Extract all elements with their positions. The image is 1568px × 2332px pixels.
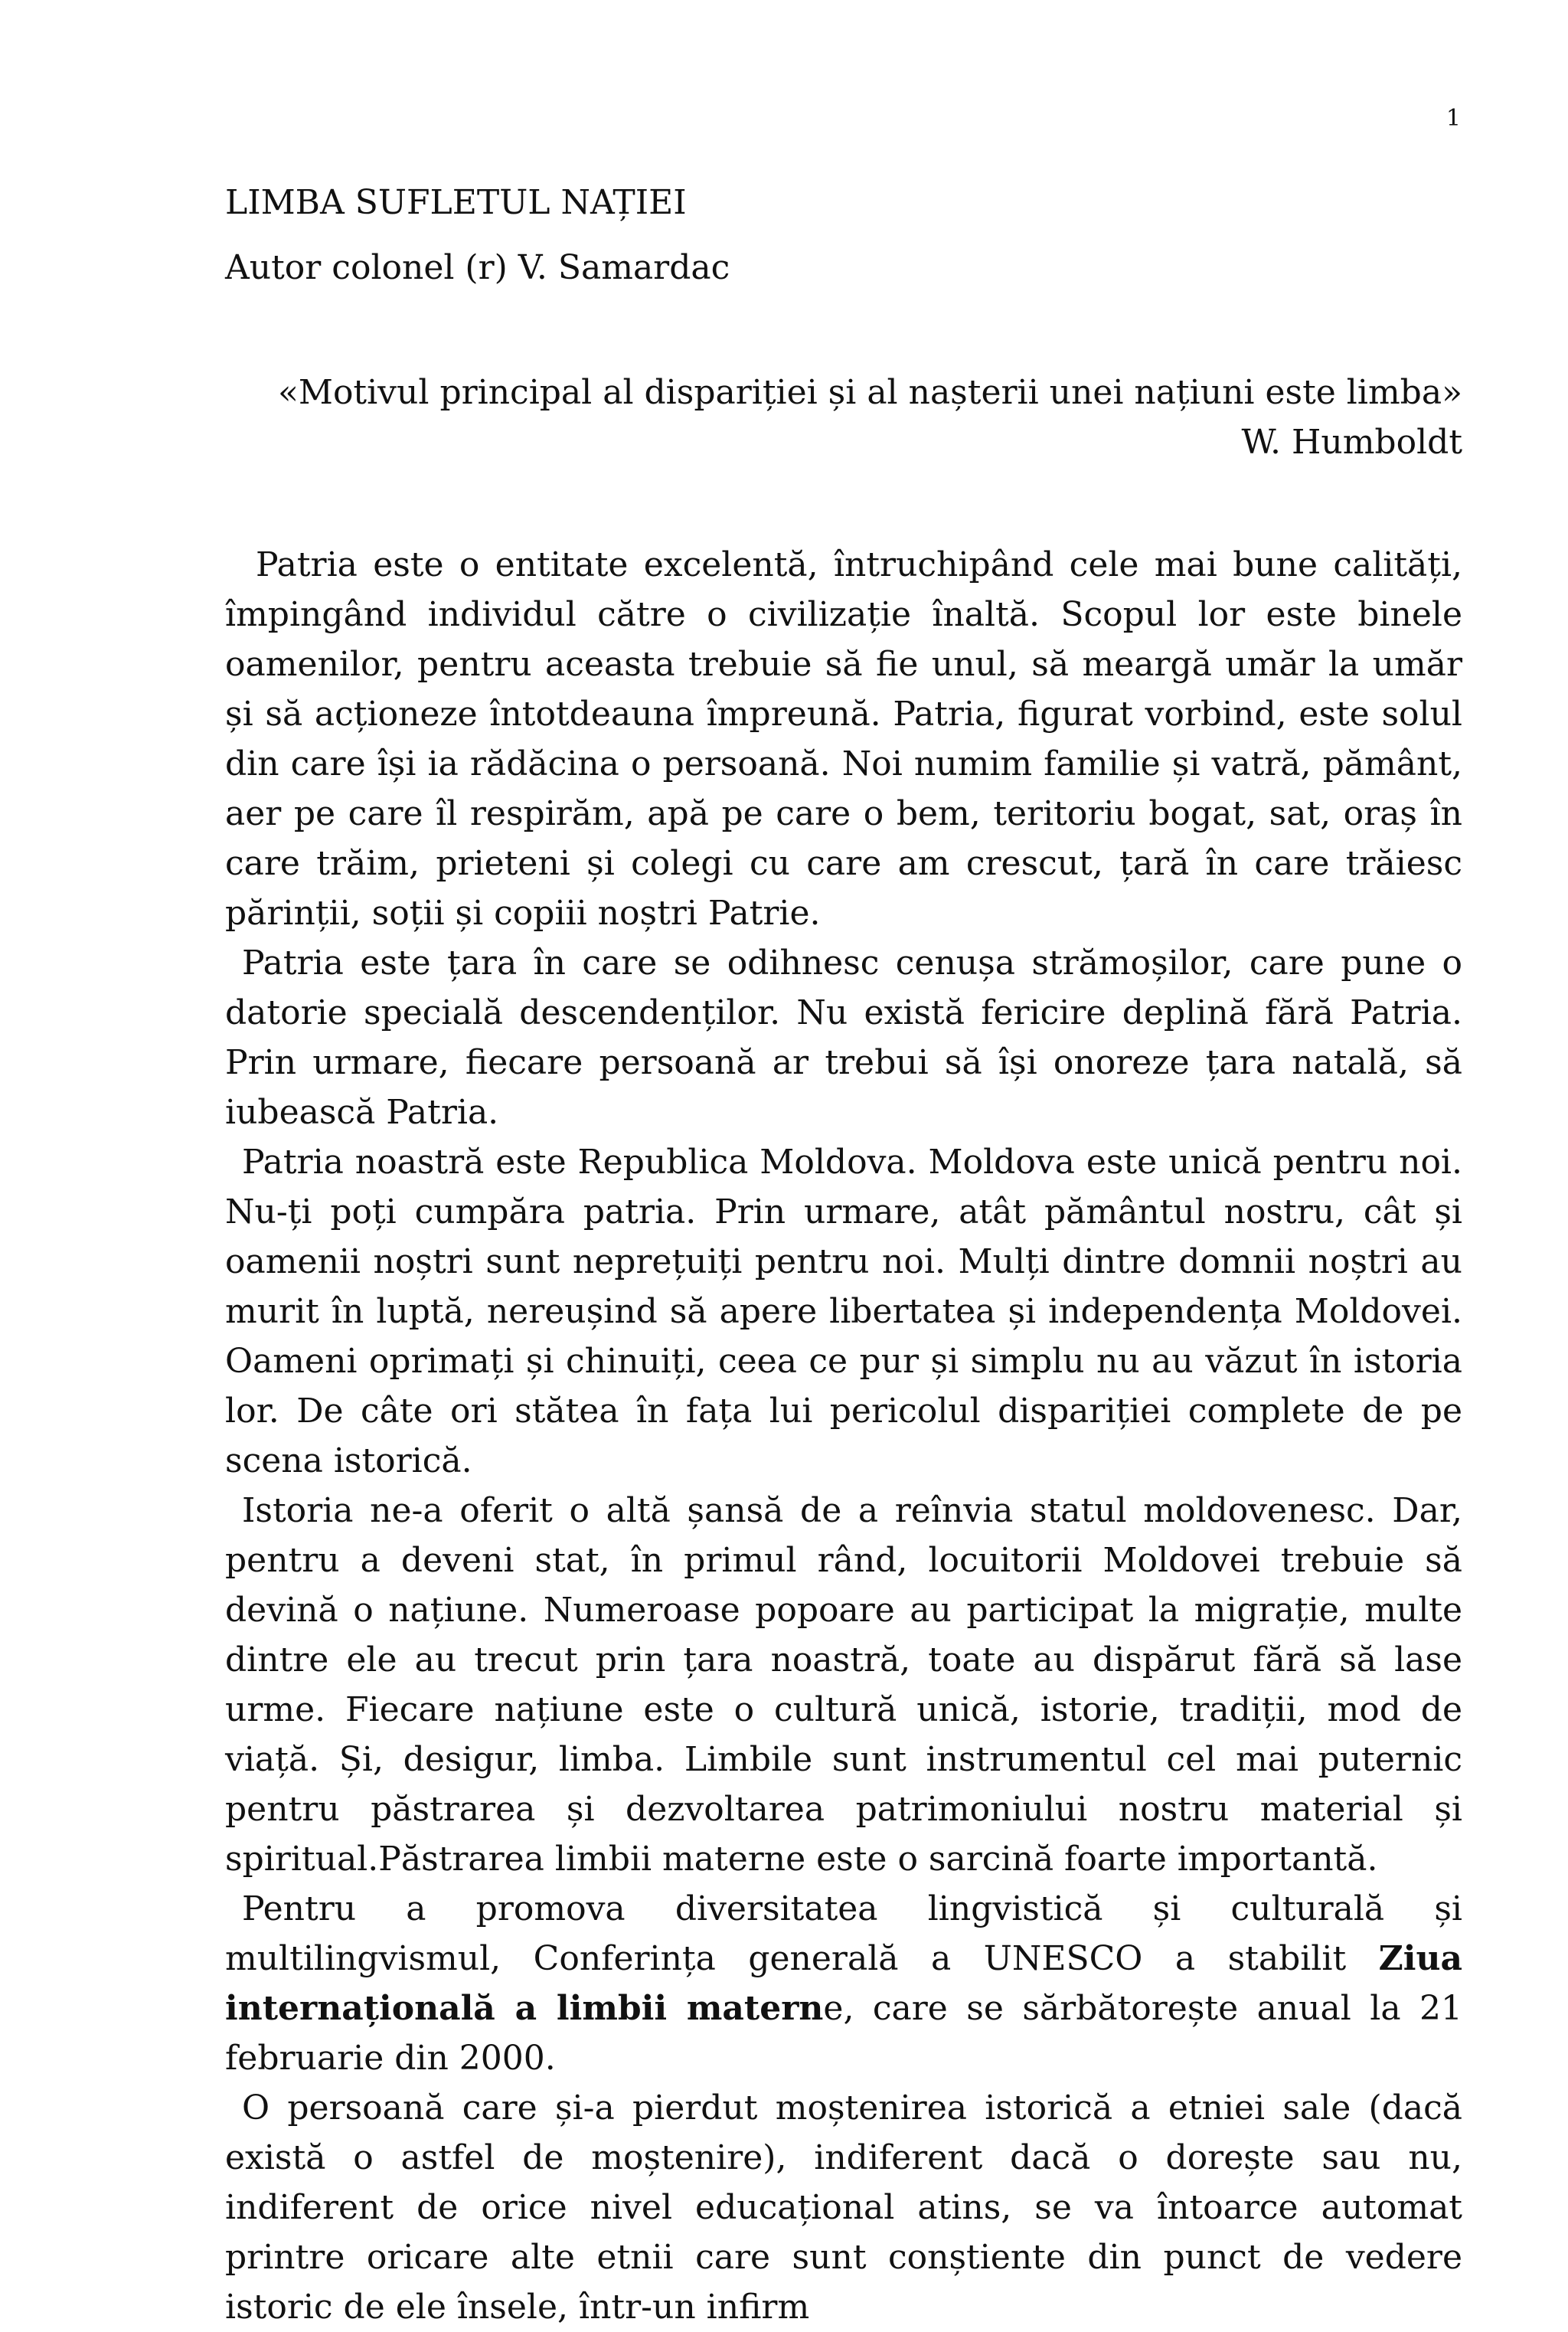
paragraph: O persoană care și-a pierdut moștenirea istorică a etniei sale (dacă există o astfel de moștenire), indiferent dacă o dorește sau nu, indiferent de orice nivel educațional atins, se va întoarce automat printre oricare alte etnii care sunt conștiente din punct de vedere istoric de ele însele, într-un infirm bbox=[225, 2088, 1462, 2327]
page-number: 1 bbox=[1446, 105, 1461, 132]
paragraph: Patria noastră este Republica Moldova. Moldova este unică pentru noi. Nu-ți poți cumpăra patria. Prin urmare, atât pământul nostru, cât și oamenii noștri sunt neprețuiți pentru noi. Mulți dintre domnii noștri au murit în luptă, nereușind să apere libertatea și independența Moldovei. Oameni oprimați și chinuiți, ceea ce pur și simplu nu au văzut în istoria lor. De câte ori stătea în fața lui pericolul dispariției complete de pe scena istorică. bbox=[225, 1143, 1462, 1480]
document-author: Autor colonel (r) V. Samardac bbox=[225, 248, 730, 287]
paragraph: Patria este o entitate excelentă, întruchipând cele mai bune calități, împingând individul către o civilizație înaltă. Scopul lor este binele oamenilor, pentru aceasta trebuie să fie unul, să meargă umăr la umăr și să acționeze întotdeauna împreună. Patria, figurat vorbind, este solul din care își ia rădăcina o persoană. Noi numim familie și vatră, pământ, aer pe care îl respirăm, apă pe care o bem, teritoriu bogat, sat, oraș în care trăim, prieteni și colegi cu care am crescut, țară în care trăiesc părinții, soții și copiii noștri Patrie. bbox=[225, 545, 1462, 933]
bold-term: Ziua internațională a limbii matern bbox=[225, 1939, 1462, 2028]
document-title: LIMBA SUFLETUL NAȚIEI bbox=[225, 183, 687, 222]
document-content bbox=[225, 178, 1462, 2332]
paragraph-text: Pentru a promova diversitatea lingvistică și culturală și multilingvismul, Conferința generală a UNESCO a stabilit bbox=[225, 1889, 1462, 1978]
epigraph-source: W. Humboldt bbox=[1241, 423, 1462, 462]
paragraph: Istoria ne-a oferit o altă șansă de a reînvia statul moldovenesc. Dar, pentru a deveni stat, în primul rând, locuitorii Moldovei trebuie să devină o națiune. Numeroase popoare au participat la migrație, multe dintre ele au trecut prin țara noastră, toate au dispărut fără să lase urme. Fiecare națiune este o cultură unică, istorie, tradiții, mod de viață. Și, desigur, limba. Limbile sunt instrumentul cel mai puternic pentru păstrarea și dezvoltarea patrimoniului nostru material și spiritual.Păstrarea limbii materne este o sarcină foarte importantă. bbox=[225, 1491, 1462, 1879]
body-text bbox=[225, 540, 1462, 2332]
paragraph-unesco bbox=[225, 1884, 1462, 2083]
paragraph: Patria este țara în care se odihnesc cenușa strămoșilor, care pune o datorie specială descendenților. Nu există fericire deplină fără Patria. Prin urmare, fiecare persoană ar trebui să își onoreze țara natală, să iubească Patria. bbox=[225, 944, 1462, 1132]
epigraph bbox=[225, 368, 1462, 467]
paragraph-text: e, care se sărbătorește anual la 21 februarie din 2000. bbox=[225, 1989, 1462, 2078]
epigraph-quote: «Motivul principal al dispariției și al nașterii unei națiuni este limba» bbox=[277, 373, 1462, 412]
